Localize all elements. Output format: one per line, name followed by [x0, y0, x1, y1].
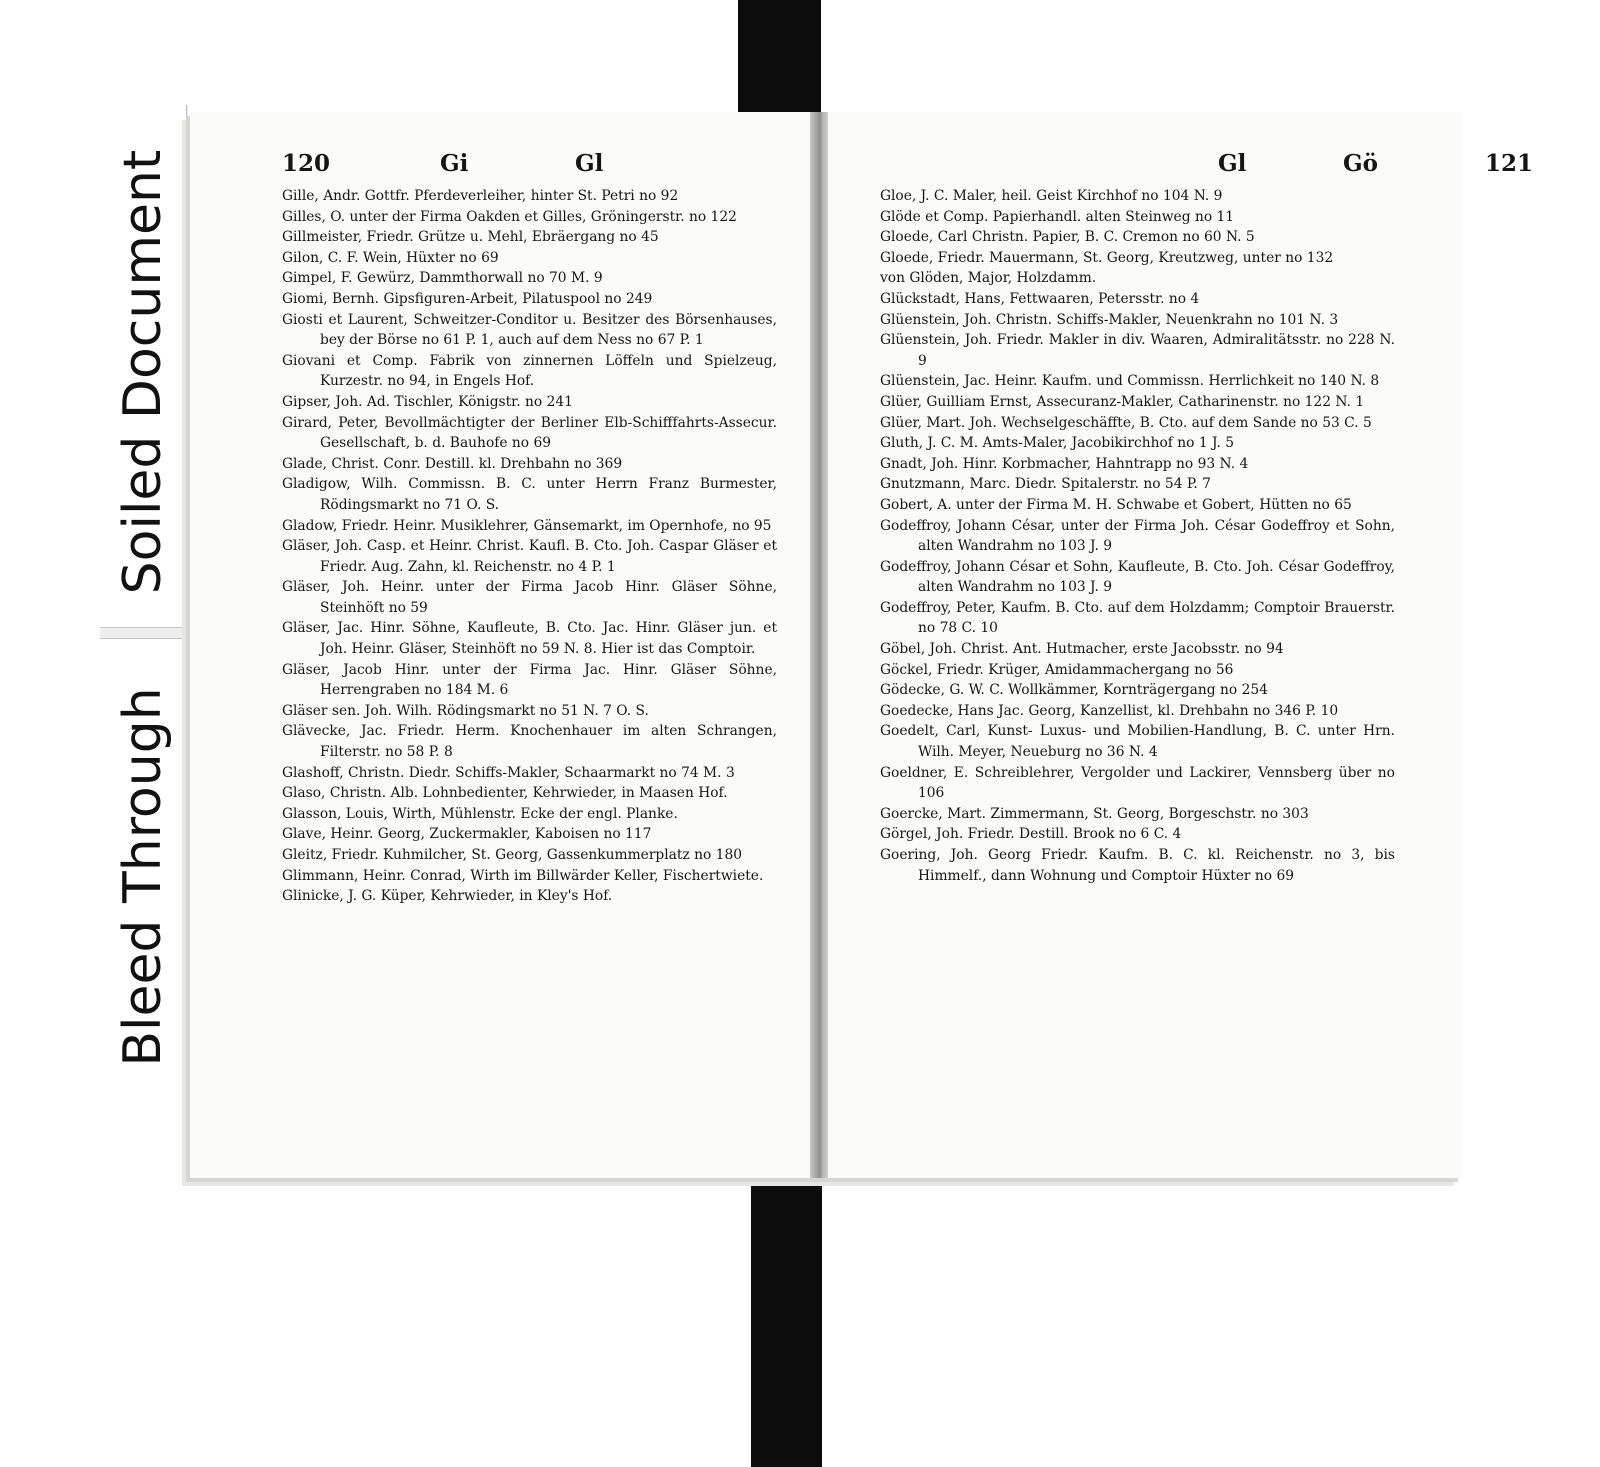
directory-entry: Göckel, Friedr. Krüger, Amidammachergang no 56 — [880, 661, 1234, 678]
top-black-band — [738, 0, 821, 126]
directory-entry: Glöde et Comp. Papierhandl. alten Steinweg no 11 — [880, 208, 1235, 225]
bleed-through-label: Bleed Through — [113, 687, 173, 1067]
right-page-number: 121 — [1485, 150, 1534, 177]
left-header-right: Gl — [575, 150, 604, 177]
bottom-black-band — [751, 1170, 822, 1467]
soiled-document-label: Soiled Document — [113, 149, 173, 595]
left-entry-list — [282, 186, 777, 907]
directory-entry: Glade, Christ. Conr. Destill. kl. Drehbahn no 369 — [282, 455, 623, 472]
directory-entry: Gläser sen. Joh. Wilh. Rödingsmarkt no 51 N. 7 O. S. — [282, 702, 649, 719]
directory-entry: Goercke, Mart. Zimmermann, St. Georg, Borgeschstr. no 303 — [880, 805, 1309, 822]
directory-entry: Gläser, Joh. Heinr. unter der Firma Jacob Hinr. Gläser Söhne, Steinhöft no 59 — [282, 579, 777, 616]
directory-entry: Glinicke, J. G. Küper, Kehrwieder, in Kley's Hof. — [282, 888, 613, 905]
directory-entry: Godeffroy, Johann César et Sohn, Kaufleute, B. Cto. Joh. César Godeffroy, alten Wandrahm no 103 J. 9 — [880, 558, 1395, 596]
directory-entry: Glüenstein, Joh. Friedr. Makler in div. Waaren, Admiralitätsstr. no 228 N. 9 — [880, 332, 1395, 369]
directory-entry: Goedecke, Hans Jac. Georg, Kanzellist, kl. Drehbahn no 346 P. 10 — [880, 702, 1339, 719]
right-page-header — [828, 150, 1534, 180]
directory-entry: Godeffroy, Johann César, unter der Firma Joh. César Godeffroy et Sohn, alten Wandrahm no 103 J. 9 — [880, 517, 1395, 555]
directory-entry: Göbel, Joh. Christ. Ant. Hutmacher, erste Jacobsstr. no 94 — [880, 641, 1284, 658]
directory-entry: Gläser, Jac. Hinr. Söhne, Kaufleute, B. Cto. Jac. Hinr. Gläser jun. et Joh. Heinr. Gläser, Steinhöft no 59 N. 8. Hier ist das Comptoir. — [282, 620, 777, 658]
directory-entry: Gipser, Joh. Ad. Tischler, Königstr. no 241 — [282, 393, 573, 410]
directory-entry: Gleitz, Friedr. Kuhmilcher, St. Georg, Gassenkummerplatz no 180 — [282, 847, 743, 863]
directory-entry: Glave, Heinr. Georg, Zuckermakler, Kaboisen no 117 — [282, 826, 652, 843]
directory-entry: Gnutzmann, Marc. Diedr. Spitalerstr. no 54 P. 7 — [880, 476, 1211, 493]
directory-entry: Gluth, J. C. M. Amts-Maler, Jacobikirchhof no 1 J. 5 — [880, 435, 1235, 452]
right-header-left: Gl — [1218, 150, 1247, 177]
directory-entry: Giovani et Comp. Fabrik von zinnernen Löffeln und Spielzeug, Kurzestr. no 94, in Engels Hof. — [282, 352, 777, 390]
directory-entry: Gloede, Friedr. Mauermann, St. Georg, Kreutzweg, unter no 132 — [880, 249, 1334, 266]
directory-entry: Görgel, Joh. Friedr. Destill. Brook no 6 C. 4 — [880, 826, 1182, 843]
side-tab-divider — [100, 627, 186, 639]
book-spread — [190, 112, 1534, 1178]
directory-entry: Gladigow, Wilh. Commissn. B. C. unter Herrn Franz Burmester, Rödingsmarkt no 71 O. S. — [282, 476, 777, 513]
directory-entry: Goering, Joh. Georg Friedr. Kaufm. B. C. kl. Reichenstr. no 3, bis Himmelf., dann Wohnung und Comptoir Hüxter no 69 — [880, 847, 1395, 884]
directory-entry: Gloe, J. C. Maler, heil. Geist Kirchhof no 104 N. 9 — [880, 188, 1223, 204]
directory-entry: Glasson, Louis, Wirth, Mühlenstr. Ecke der engl. Planke. — [282, 805, 678, 822]
directory-entry: Girard, Peter, Bevollmächtigter der Berliner Elb-Schifffahrts-Assecur. Gesellschaft, b. d. Bauhofe no 69 — [282, 414, 777, 452]
directory-entry: Gilon, C. F. Wein, Hüxter no 69 — [282, 249, 499, 266]
directory-entry: Giomi, Bernh. Gipsfiguren-Arbeit, Pilatuspool no 249 — [282, 290, 653, 307]
directory-entry: Giosti et Laurent, Schweitzer-Conditor u. Besitzer des Börsenhauses, bey der Börse no 61 P. 1, auch auf dem Ness no 67 P. 1 — [282, 311, 777, 349]
directory-entry: Godeffroy, Peter, Kaufm. B. Cto. auf dem Holzdamm; Comptoir Brauerstr. no 78 C. 10 — [880, 599, 1395, 637]
directory-entry: Gillmeister, Friedr. Grütze u. Mehl, Ebräergang no 45 — [282, 229, 659, 246]
directory-entry: von Glöden, Major, Holzdamm. — [880, 270, 1097, 287]
directory-entry: Glävecke, Jac. Friedr. Herm. Knochenhauer im alten Schrangen, Filterstr. no 58 P. 8 — [282, 723, 777, 761]
directory-entry: Glüenstein, Jac. Heinr. Kaufm. und Commissn. Herrlichkeit no 140 N. 8 — [880, 373, 1380, 390]
directory-entry: Glüer, Mart. Joh. Wechselgeschäffte, B. Cto. auf dem Sande no 53 C. 5 — [880, 414, 1372, 431]
left-page — [190, 112, 814, 1178]
directory-entry: Glimmann, Heinr. Conrad, Wirth im Billwärder Keller, Fischertwiete. — [282, 867, 764, 884]
right-header-right: Gö — [1343, 150, 1378, 177]
directory-entry: Gimpel, F. Gewürz, Dammthorwall no 70 M. 9 — [282, 270, 603, 287]
directory-entry: Gilles, O. unter der Firma Oakden et Gilles, Gröningerstr. no 122 — [282, 208, 737, 225]
directory-entry: Gladow, Friedr. Heinr. Musiklehrer, Gänsemarkt, im Opernhofe, no 95 — [282, 517, 772, 534]
directory-entry: Glüer, Guilliam Ernst, Assecuranz-Makler, Catharinenstr. no 122 N. 1 — [880, 393, 1365, 410]
directory-entry: Gobert, A. unter der Firma M. H. Schwabe et Gobert, Hütten no 65 — [880, 496, 1352, 513]
left-header-left: Gi — [440, 150, 469, 177]
directory-entry: Glashoff, Christn. Diedr. Schiffs-Makler, Schaarmarkt no 74 M. 3 — [282, 764, 735, 781]
left-page-header — [190, 150, 813, 180]
directory-entry: Glüenstein, Joh. Christn. Schiffs-Makler, Neuenkrahn no 101 N. 3 — [880, 311, 1339, 328]
directory-entry: Gläser, Jacob Hinr. unter der Firma Jac. Hinr. Gläser Söhne, Herrengraben no 184 M. 6 — [282, 661, 777, 699]
directory-entry: Goedelt, Carl, Kunst- Luxus- und Mobilien-Handlung, B. C. unter Hrn. Wilh. Meyer, Neueburg no 36 N. 4 — [880, 723, 1395, 761]
directory-entry: Glaso, Christn. Alb. Lohnbedienter, Kehrwieder, in Maasen Hof. — [282, 785, 728, 802]
right-page — [828, 112, 1534, 1178]
directory-entry: Gödecke, G. W. C. Wollkämmer, Kornträgergang no 254 — [880, 682, 1268, 699]
right-entry-list — [880, 186, 1395, 886]
directory-entry: Gloede, Carl Christn. Papier, B. C. Cremon no 60 N. 5 — [880, 229, 1255, 246]
directory-entry: Gnadt, Joh. Hinr. Korbmacher, Hahntrapp no 93 N. 4 — [880, 455, 1249, 472]
directory-entry: Goeldner, E. Schreiblehrer, Vergolder und Lackirer, Vennsberg über no 106 — [880, 764, 1395, 802]
left-page-number: 120 — [282, 150, 331, 177]
directory-entry: Gläser, Joh. Casp. et Heinr. Christ. Kaufl. B. Cto. Joh. Caspar Gläser et Friedr. Aug. Zahn, kl. Reichenstr. no 4 P. 1 — [282, 538, 777, 575]
directory-entry: Gille, Andr. Gottfr. Pferdeverleiher, hinter St. Petri no 92 — [282, 188, 679, 204]
directory-entry: Glückstadt, Hans, Fettwaaren, Petersstr. no 4 — [880, 290, 1200, 307]
